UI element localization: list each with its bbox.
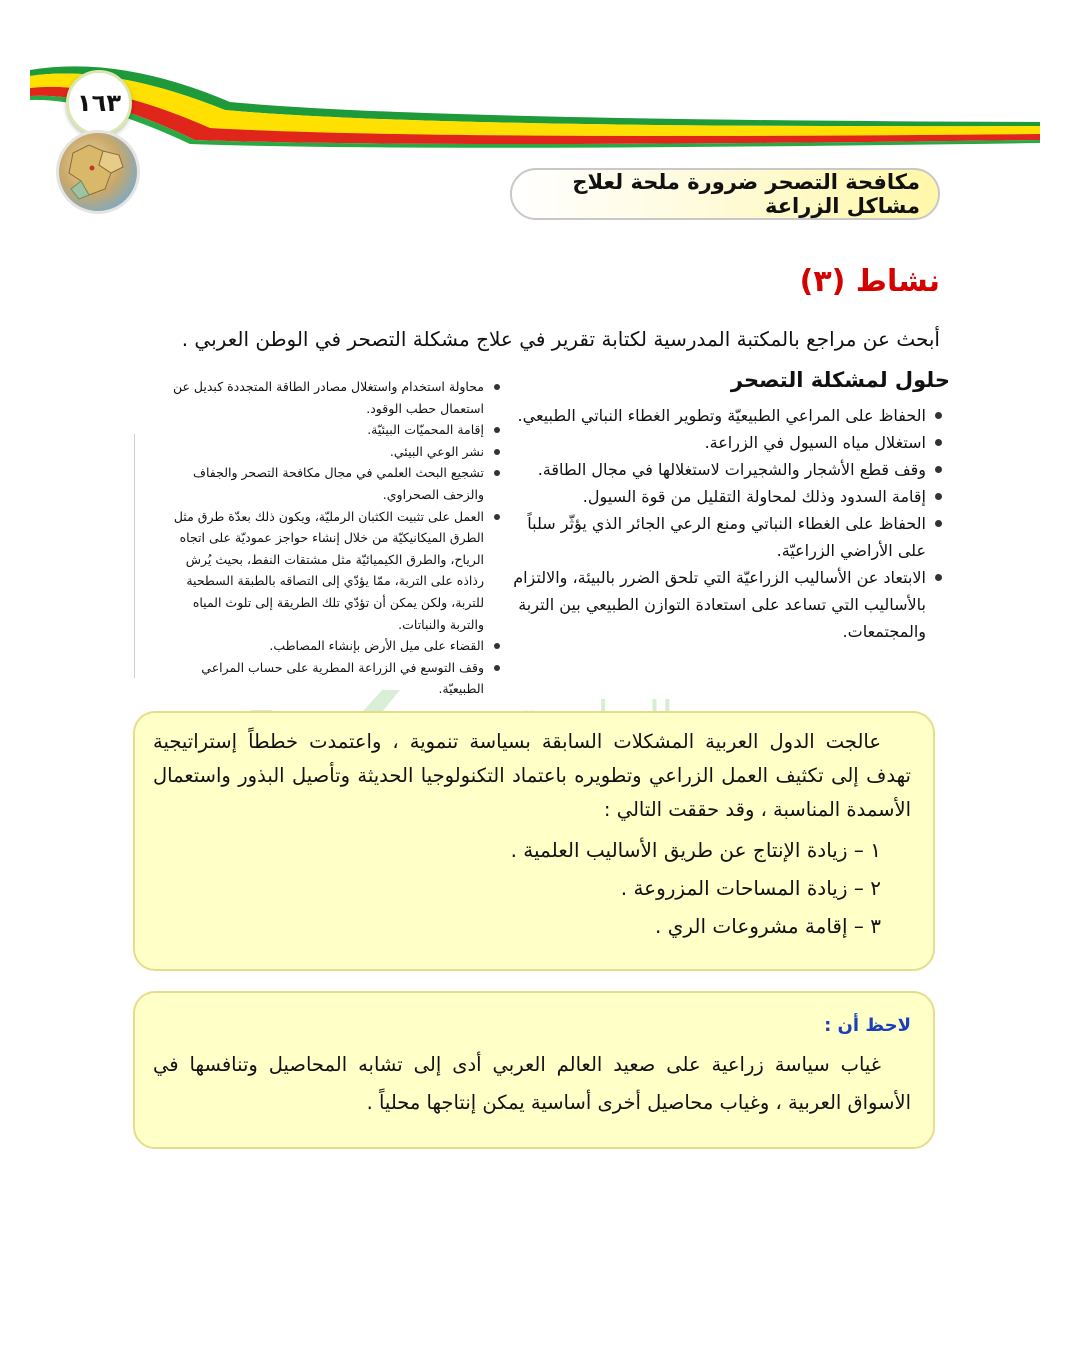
list-item: الحفاظ على المراعي الطبيعيّة وتطوير الغطاء النباتي الطبيعي. — [502, 402, 942, 429]
list-item: استغلال مياه السيول في الزراعة. — [502, 429, 942, 456]
lesson-title: مكافحة التصحر ضرورة ملحة لعلاج مشاكل الزراعة — [572, 170, 920, 218]
list-item: ١ – زيادة الإنتاج عن طريق الأساليب العلمية . — [510, 838, 881, 862]
solutions-list-right — [502, 402, 942, 645]
policy-intro: عالجت الدول العربية المشكلات السابقة بسياسة تنموية ، واعتمدت خططاً إستراتيجية تهدف إلى تكثيف العمل الزراعي وتطويره باعتماد التكنولوجيا الحديثة وتأصيل البذور واستعمال الأسمدة المناسبة ، وقد حققت التالي : — [153, 730, 911, 821]
activity-title: نشاط (٣) — [799, 264, 940, 299]
list-item: نشر الوعي البيئي. — [170, 441, 500, 463]
list-item: تشجيع البحث العلمي في مجال مكافحة التصحر والجفاف والزحف الصحراوي. — [170, 462, 500, 505]
list-item: إقامة المحميّات البيئيّة. — [170, 419, 500, 441]
list-item: الحفاظ على الغطاء النباتي ومنع الرعي الجائر الذي يؤثّر سلباً على الأراضي الزراعيّة. — [502, 510, 942, 564]
note-body: غياب سياسة زراعية على صعيد العالم العربي أدى إلى تشابه المحاصيل وتنافسها في الأسواق العربية ، وغياب محاصيل أخرى أساسية يمكن إنتاجها محلياً . — [153, 1053, 911, 1114]
policy-items — [153, 831, 911, 945]
activity-task: أبحث عن مراجع بالمكتبة المدرسية لكتابة تقرير في علاج مشكلة التصحر في الوطن العربي . — [181, 327, 940, 351]
list-item: محاولة استخدام واستغلال مصادر الطاقة المتجددة كبديل عن استعمال حطب الوقود. — [170, 376, 500, 419]
page-number: ١٦٣ — [77, 89, 121, 117]
list-item: ٣ – إقامة مشروعات الري . — [655, 914, 881, 938]
list-item: وقف التوسع في الزراعة المطرية على حساب المراعي الطبيعيّة. — [170, 657, 500, 700]
list-item: القضاء على ميل الأرض بإنشاء المصاطب. — [170, 635, 500, 657]
header-banner — [0, 40, 1070, 170]
policy-box — [133, 711, 935, 971]
lesson-title-box — [510, 168, 940, 220]
note-heading: لاحظ أن : — [824, 1015, 911, 1036]
list-item: إقامة السدود وذلك لمحاولة التقليل من قوة السيول. — [502, 483, 942, 510]
map-icon — [59, 133, 137, 211]
solutions-heading: حلول لمشكلة التصحر — [730, 368, 950, 392]
list-item: وقف قطع الأشجار والشجيرات لاستغلالها في مجال الطاقة. — [502, 456, 942, 483]
list-item: الابتعاد عن الأساليب الزراعيّة التي تلحق الضرر بالبيئة، والالتزام بالأساليب التي تساعد على استعادة التوازن الطبيعي بين التربة والمجتمعات. — [502, 564, 942, 645]
list-item: العمل على تثبيت الكثبان الرمليّة، ويكون ذلك بعدّة طرق مثل الطرق الميكانيكيّة من خلال إنشاء حواجز عموديّة على اتجاه الرياح، والطرق الكيميائيّة مثل مشتقات النفط، بحيث يُرش رذاذه على التربة، ممّا يؤدّي إلى التصاقه بالطبقة السطحية للتربة، ولكن يمكن أن تؤدّي تلك الطريقة إلى تلوث المياه والتربة والنباتات. — [170, 506, 500, 636]
solutions-list-left — [170, 376, 500, 700]
page-number-badge — [66, 70, 132, 136]
map-thumbnail — [56, 130, 140, 214]
column-divider — [134, 434, 135, 678]
note-box — [133, 991, 935, 1149]
list-item: ٢ – زيادة المساحات المزروعة . — [620, 876, 881, 900]
